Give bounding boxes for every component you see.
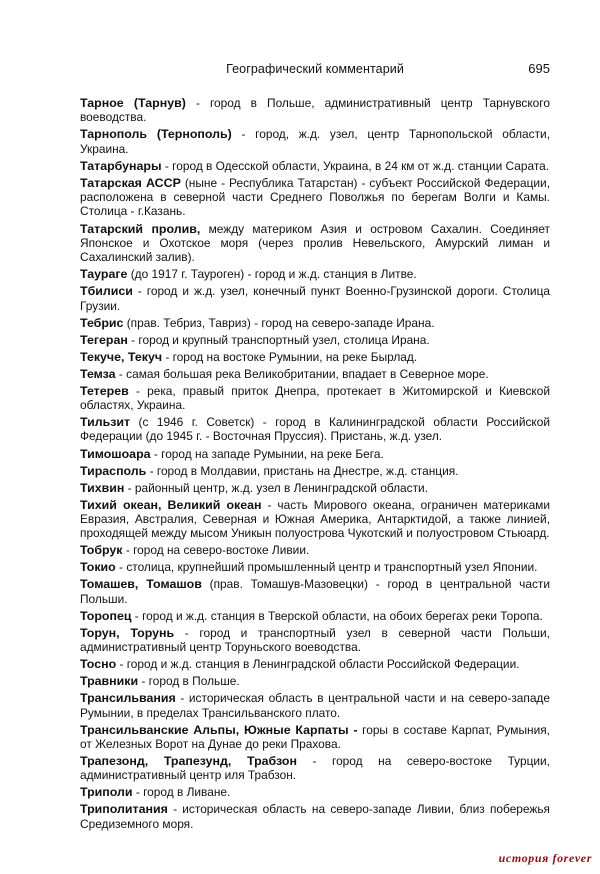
entry-description: - город на северо-востоке Турции, административный центр иля Трабзон. — [80, 753, 550, 783]
glossary-entry — [80, 159, 550, 173]
page-number: 695 — [528, 61, 550, 76]
entry-description: - город на западе Румынии, на реке Бега. — [150, 446, 384, 461]
entry-description: - город, ж.д. узел, центр Тарнопольской области, Украина. — [80, 127, 550, 156]
glossary-entry — [80, 384, 550, 413]
entry-description: - столица, крупнейший промышленный центр и транспортный узел Японии. — [115, 560, 538, 575]
entry-term: Торун, Торунь — [80, 625, 175, 640]
entry-description: (прав. Тебриз, Тавриз) - город на северо-западе Ирана. — [123, 315, 435, 330]
entry-term: Трансильванские Альпы, Южные Карпаты - — [80, 722, 358, 737]
entry-description: - город в Ливане. — [132, 785, 231, 800]
entry-description: горы в составе Карпат, Румыния, от Железных Ворот на Дунае до реки Прахова. — [80, 722, 550, 751]
entry-term: Триполи — [80, 785, 133, 800]
glossary-entry — [80, 284, 550, 313]
entry-term: Татарский пролив, — [80, 221, 201, 236]
entry-description: - город на востоке Румынии, на реке Бырлад. — [162, 349, 418, 364]
entry-term: Томашев, Томашов — [80, 577, 202, 592]
entry-description: - город в Польше. — [138, 674, 240, 689]
entry-description: - река, правый приток Днепра, протекает в Житомирской и Киевской областях, Украина. — [80, 383, 550, 413]
glossary-entry — [80, 543, 550, 557]
entry-description: - самая большая река Великобритании, впадает в Северное море. — [115, 366, 489, 381]
entry-description: - город в Молдавии, пристань на Днестре, ж.д. станция. — [146, 463, 459, 478]
entry-term: Тимошоара — [80, 446, 151, 461]
entry-term: Тебрис — [80, 315, 124, 330]
glossary-entry — [80, 754, 550, 783]
entry-term: Таураге — [80, 267, 128, 282]
glossary-entry — [80, 481, 550, 495]
entry-description: - город и крупный транспортный узел, столица Ирана. — [127, 332, 430, 347]
entry-description: (прав. Томашув-Мазовецки) - город в центральной части Польши. — [80, 577, 550, 606]
entry-term: Тирасполь — [80, 463, 147, 478]
glossary-entry — [80, 176, 550, 219]
entry-description: (с 1946 г. Советск) - город в Калининградской области Российской Федерации (до 1945 г. - Восточная Пруссия). Пристань, ж.д. узел. — [80, 415, 550, 444]
entry-description: (до 1917 г. Тауроген) - город и ж.д. станция в Литве. — [127, 267, 417, 282]
glossary-entry — [80, 674, 550, 688]
glossary-entry — [80, 447, 550, 461]
glossary-entry — [80, 222, 550, 265]
glossary-entry — [80, 657, 550, 671]
entry-term: Травники — [80, 674, 139, 689]
glossary-entry — [80, 498, 550, 541]
entry-term: Тарнополь (Тернополь) — [80, 127, 232, 142]
glossary-entry — [80, 626, 550, 655]
glossary-entry — [80, 560, 550, 574]
glossary-entry — [80, 691, 550, 720]
entry-description: - город в Одесской области, Украина, в 24 км от ж.д. станции Сарата. — [161, 158, 550, 173]
glossary-entry — [80, 267, 550, 281]
entry-description: - город на северо-востоке Ливии. — [122, 543, 310, 558]
glossary-entry — [80, 96, 550, 125]
entry-description: - город и транспортный узел в северной части Польши, административный центр Торуньского воеводства. — [80, 625, 550, 655]
glossary-entry — [80, 785, 550, 799]
glossary-entry — [80, 316, 550, 330]
glossary-entry — [80, 333, 550, 347]
entry-term: Тосно — [80, 657, 117, 672]
entry-description: - часть Мирового океана, ограничен материками Евразия, Австралия, Северная и Южная Америка, Антарктидой, а также линией, проходящей между мысом Уникын полуострова Чукотский и полуостровом Стьюард. — [80, 497, 550, 541]
entry-term: Тарное (Тарнув) — [80, 96, 186, 110]
glossary-entry — [80, 464, 550, 478]
glossary-entry — [80, 127, 550, 156]
entry-description: - историческая область на северо-западе Ливии, близ побережья Средиземного моря. — [80, 802, 550, 831]
entry-term: Темза — [80, 366, 116, 381]
entry-description: - город и ж.д. станция в Ленинградской области Российской Федерации. — [116, 657, 520, 672]
entry-term: Токио — [80, 560, 116, 575]
glossary-entry — [80, 367, 550, 381]
glossary-content — [80, 96, 550, 834]
glossary-entry — [80, 723, 550, 752]
entry-term: Тихвин — [80, 480, 125, 495]
entry-term: Текуче, Текуч — [80, 349, 163, 364]
entry-term: Тетерев — [80, 383, 129, 398]
entry-term: Тбилиси — [80, 284, 133, 299]
glossary-entry — [80, 577, 550, 606]
entry-term: Триполитания — [80, 802, 168, 817]
entry-term: Трапезонд, Трапезунд, Трабзон — [80, 753, 297, 768]
entry-description: между материком Азия и островом Сахалин. Соединяет Японское и Охотское моря (через пролив Невельского, Амурский лиман и Сахалинский залив). — [80, 221, 551, 265]
page-header — [80, 62, 550, 78]
entry-term: Тобрук — [80, 543, 123, 558]
entry-term: Тильзит — [80, 415, 131, 430]
entry-term: Тихий океан, Великий океан — [80, 497, 262, 512]
entry-description: - историческая область в центральной части и на северо-западе Румынии, в пределах Трансильванского плато. — [80, 691, 550, 720]
glossary-entry — [80, 802, 550, 831]
watermark-logo: история forever — [498, 851, 592, 865]
entry-term: Татарская АССР — [80, 175, 181, 190]
entry-description: - город и ж.д. узел, конечный пункт Военно-Грузинской дороги. Столица Грузии. — [80, 284, 550, 313]
entry-term: Тегеран — [80, 332, 128, 347]
glossary-entry — [80, 415, 550, 444]
entry-term: Торопец — [80, 608, 132, 623]
entry-description: - районный центр, ж.д. узел в Ленинградской области. — [124, 480, 428, 495]
entry-term: Трансильвания — [80, 691, 176, 706]
glossary-entry — [80, 350, 550, 364]
running-header-title: Географический комментарий — [226, 62, 404, 76]
glossary-entry — [80, 609, 550, 623]
entry-description: (ныне - Республика Татарстан) - субъект Российской Федерации, расположена в северной части Среднего Поволжья по берегам Волги и Камы. Столица - г.Казань. — [80, 175, 550, 219]
entry-term: Татарбунары — [80, 158, 162, 173]
entry-description: - город и ж.д. станция в Тверской области, на обоих берегах реки Торопа. — [131, 608, 543, 623]
entry-description: - город в Польше, административный центр Тарнувского воеводства. — [80, 96, 550, 125]
